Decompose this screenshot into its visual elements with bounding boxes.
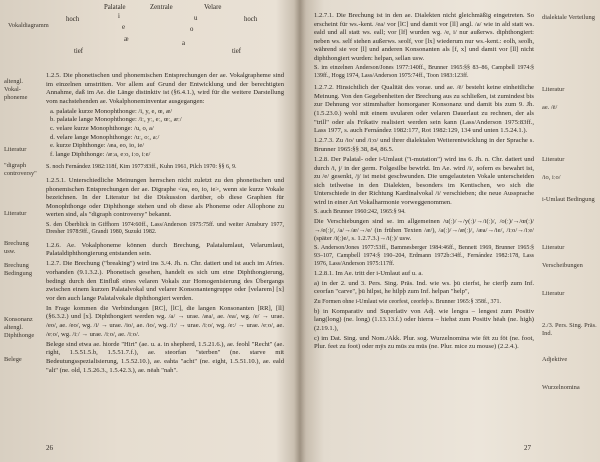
paragraph: 1.2.6. Ae. Vokalphoneme können durch Brechung, Palatalumlaut, Velarumlaut, Palataldiphthongierung entstanden sein. (46, 241, 284, 258)
row-tief-right: tief (232, 48, 242, 55)
left-margin-note: altengl. Vokal-phoneme (4, 78, 28, 101)
left-margin-note: Belege (4, 356, 22, 363)
paragraph: 1.2.7.3. Zu /io/ und /iːo/ und ihrer dialektalen Weiterentwicklung in der Sprache s. Brunner 1965:§§ 38, 84, 86.5. (314, 137, 534, 153)
vowel-e: e (122, 24, 126, 31)
left-margin-note: Konsonanz altengl. Diphthonge (4, 316, 35, 339)
left-margin-note: Literatur (4, 146, 27, 153)
vowel-list-item: c. velare kurze Monophthonge: /u, o, a/ (50, 125, 154, 133)
row-hoch-left: hoch (66, 16, 80, 23)
paragraph: Belege sind etwa ae. hiorde "Hirt" (ae. u. a. in shepherd, 1.5.21.6.), ae. feohl "Recht" (ae. right, 1.5.51.5.b, 1.5.51.7.f.), ae. steorfan "sterben" (ne. starve mit Bedeutungsspezialisierung, 1.5.52.10.), ae. eahta "acht" (ne. eight, 1.5.51.10.), ae. eald "alt" (ne. old, 1.5.26.3., 1.5.42.3.), ae. nēah "nah". (46, 340, 284, 374)
reference-note: Zu Formen ohne i-Umlaut wie ceorfest, ceorfeþ s. Brunner 1965:§ 358f., 371. (314, 298, 501, 305)
reference-note: S. auch Brunner 1960:242, 1965:§ 94. (314, 209, 406, 216)
right-text-block (314, 12, 534, 354)
right-margin-note: Literatur (542, 244, 565, 251)
paragraph: c) im Dat. Sing. und Nom./Akk. Plur. sog. Wurzelnomina wie fēt zu fōt (ne. foot, Plur. feet zu foot) oder mȳs zu mūs zu mūs (ne. Plur. mice zu mouse) (2.2.4.). (314, 334, 534, 351)
paragraph: 1.2.7.2. Hinsichtlich der Qualität des vorae. und ae. /ē/ besteht keine einheitliche Meinung. Von den Gegebenheiten der Brechung aus zu schließen, ist zumindest bis zur Dehnung vor stimmhafter homorganer Konsonanz und damit bis zum 9. Jh. (1.5.23.0.) wohl mit einem uvularen oder velaren Dauerlaut zu rechnen, der als "trill" oder als Frikativ realisiert werden sein kann (Lass/Anderson 1975:83ff., Lass 1977, s. auch Fernández 1982:177, Rot 1982:129, 134 und unten 1.5.24.1.). (314, 84, 534, 135)
vowel-list-item: e. kurze Diphthonge: /æa, eo, io, ie/ (50, 142, 145, 150)
vowel-a: a (182, 40, 186, 47)
right-margin-note: Adjektive (542, 356, 568, 363)
col-zentrale: Zentrale (150, 4, 173, 11)
vowel-list-item: b. palatale lange Monophthonge: /iː, yː, eː, œː, æː/ (50, 116, 182, 124)
col-palatale: Palatale (104, 4, 126, 11)
row-hoch-right: hoch (244, 16, 258, 23)
page-number: 26 (46, 444, 53, 452)
left-margin-note: Brechung usw. (4, 240, 29, 255)
right-margin-note: Literatur (542, 86, 565, 93)
left-margin-note: Literatur (4, 210, 27, 217)
paragraph: 1.2.8. Der Palatal- oder i-Umlaut ("i-mutation") wird ins 6. Jh. n. Chr. datiert und durch /i, j/ in der germ. Folgesilbe bewirkt. Im Ae. wird /i/, sofern es bewahrt ist, zu /e/ gesenkt, /j/ ist meist geschwunden. Die umgelauteten Vokale unterscheiden sich teilweise in den Dialekten, besonders im Kentischen, wo sich die Unterschiede in der Richtung Kardinalvokal /i/ verschieben; die neue Aussprache wird in einer Art Vokalharmonie vorweggenommen. (314, 156, 534, 206)
row-tief-left: tief (74, 48, 84, 55)
paragraph: 1.2.8.1. Im Ae. tritt der i-Umlaut auf u. a. (314, 269, 423, 277)
right-margin-note: Wurzelnomina (542, 384, 580, 391)
reference-note: S. den Überblick in Giffhorn 1974:60ff., Lass/Anderson 1975:75ff. und weiter Amsbury 1977, Dresher 1978:9ff., Grandi 1980, Suzuki 1982. (46, 221, 284, 236)
right-margin-note: Literatur (542, 290, 565, 297)
right-margin-note: Verscheibungen (542, 262, 583, 269)
vowel-diagram-label: Vokaldiagramm (8, 22, 49, 29)
reference-note: S. im einzelnen Anderson/Jones 1977:140ff., Brunner 1965:§§ 83–86, Campbell 1974:§ 139ff., Hogg 1974, Lass/Anderson 1975:74ff., Toon 1983:123ff. (314, 65, 534, 79)
vowel-o: o (190, 26, 194, 33)
paragraph: a) in der 2. und 3. Pers. Sing. Präs. Ind. wie ws. þū cierfst, he cierfþ zum Inf. ceorfan "carve", þū hilpst, he hilpþ zum Inf. helpan "help", (314, 279, 534, 296)
right-margin-note: 2./3. Pers. Sing. Präs. Ind. (542, 322, 597, 337)
right-margin-note: dialektale Verteilung (542, 14, 595, 21)
reference-note: S. Anderson/Jones 1977:53ff., Bammesberger 1984:46ff., Bennett 1969, Brunner 1965:§ 93–107, Campbell 1974:§ 190–204, Erdmann 1972b:34ff., Fernández 1982:178, Lass 1976, Lass/Anderson 1975:117ff. (314, 245, 534, 267)
left-text-block (46, 72, 284, 377)
reference-note: S. noch Fernández 1982:118f, Kim 1977:83ff., Kuhn 1961, Pilch 1970: §§ 6, 9. (46, 164, 237, 171)
paragraph: 1.2.7. Die Brechung ("breaking") wird ins 3./4. Jh. n. Chr. datiert und ist auch im Afries. vorhanden (9.1.3.2.). Phonetisch gesehen, handelt es sich um eine Diphthongierung, bedingt durch den Einfluß eines velaren Vokals zur Homogenisierung des Übergangs zwischen einem kurzen Palatalvokal und velarer Konsonantengruppe oder [velarem] [x] vor den auch lange Palatalvokale diphthongiert werden. (46, 260, 284, 302)
vowel-list-item: a. palatale kurze Monophthonge: /i, y, e, œ, æ/ (50, 107, 173, 115)
paragraph: 1.2.5.1. Unterschiedliche Meinungen herrschen nicht zuletzt zu den phonetischen und phonemischen Entsprechungen der ae. Digraphe <ea, eo, io, ie>, wenn sie kurze Vokale bezeichnen. In der Literatur ist die Diskussion darüber, ob diese Graphien für Monophthonge oder Diphthonge stehen und ob diese als Phoneme oder Allophone zu werten sind, als "digraph controversy" bekannt. (46, 177, 284, 219)
page-number: 27 (524, 444, 531, 452)
vowel-list-item: f. lange Diphthonge: /æːa, eːo, iːo, iːe/ (50, 150, 151, 158)
right-margin-note: /io, iːo/ (542, 174, 561, 181)
paragraph: Die Verschiebungen sind se. im allgemeinen /u(ː)/→/y(ː)/→/i(ː)/, /o(ː)/→/œ(ː)/→/e(ː)/, /a/→/æ/→/e/ (in frühen Texten /æ/), /a(ː)/→/æ(ː)/, /æa/→/ie/, /iːo/→/iːe/ (später /i(ː)e/, s. 1.2.7.3.)→/i(ː)/ usw. (314, 218, 534, 243)
paragraph: In Frage kommen die Verbindungen [RC], [lC], die langen Konsonanten [RR], [ll] (§6.3.2.) und [x]. Diphthongiert werden wg. /a/ → urae. /æa/, ae. /ea/, wg. /e/ → urae. /eo/, ae. /eo/, wg. /i/ → urae. /io/, ae. /io/, wg. /iː/ → urae. /iːo/, wg. /e:/ → urae. /eːo/, ae. /eːo/, wg. /iː/ → urae. /iːo/, ae. /iːo/. (46, 304, 284, 338)
right-margin-note: i-Umlaut Bedingung (542, 196, 595, 203)
paragraph: 1.2.5. Die phonetischen und phonemischen Entsprechungen der ae. Vokalgrapheme sind im einzelnen umstritten. Vor allem auf Grund der Entwicklung und der berechtigten Annahme, daß im Ae. die Länge distinktiv ist (§6.4.1.), wird für die weitere Darstellung vom nachstehenden ae. Vokalphoneminventar ausgegangen: (46, 72, 284, 105)
right-page (302, 0, 600, 462)
left-margin-note: Brechung Bedingung (4, 262, 33, 277)
paragraph: b) in Komparativ und Superlativ von Adj. wie lengra – lengest zum Positiv lang(long) (ne. long) (1.13.13.f.) oder hierra – hiehst zum Positiv hēah (ne. high) (2.19.1.), (314, 307, 534, 332)
left-page (0, 0, 298, 462)
vowel-list-item: d. velare lange Monophthonge: /uː, oː, aː/ (50, 133, 160, 141)
vowel-i: i (118, 13, 120, 20)
vowel-ae: æ (124, 36, 129, 43)
right-margin-note: ae. /ē/ (542, 104, 558, 111)
col-velare: Velare (204, 4, 222, 11)
vowel-u: u (194, 15, 198, 22)
paragraph: 1.2.7.1. Die Brechung ist in den ae. Dialekten nicht gleichmäßig eingetreten. So erscheint für ws.-kent. /ea/ vor [lC] und damit vor [ll] angl. /a/ wie in ald statt ws. eald und all statt ws. eall; vor [lf] wurden wg. /e, i/ nur außerws. diphthongiert: neben ws. self stehen außerws. seolf, vor [lx] wiederum nur ws.-kent.: eolh, seolh, während sie vor [l] und anderen Konsonanten als [f, x] und damit vor [ll] nicht diphthongiert wurden: helpan, sellan usw. (314, 12, 534, 62)
right-margin-note: Literatur (542, 156, 565, 163)
left-margin-note: "digraph controversy" (4, 162, 37, 177)
